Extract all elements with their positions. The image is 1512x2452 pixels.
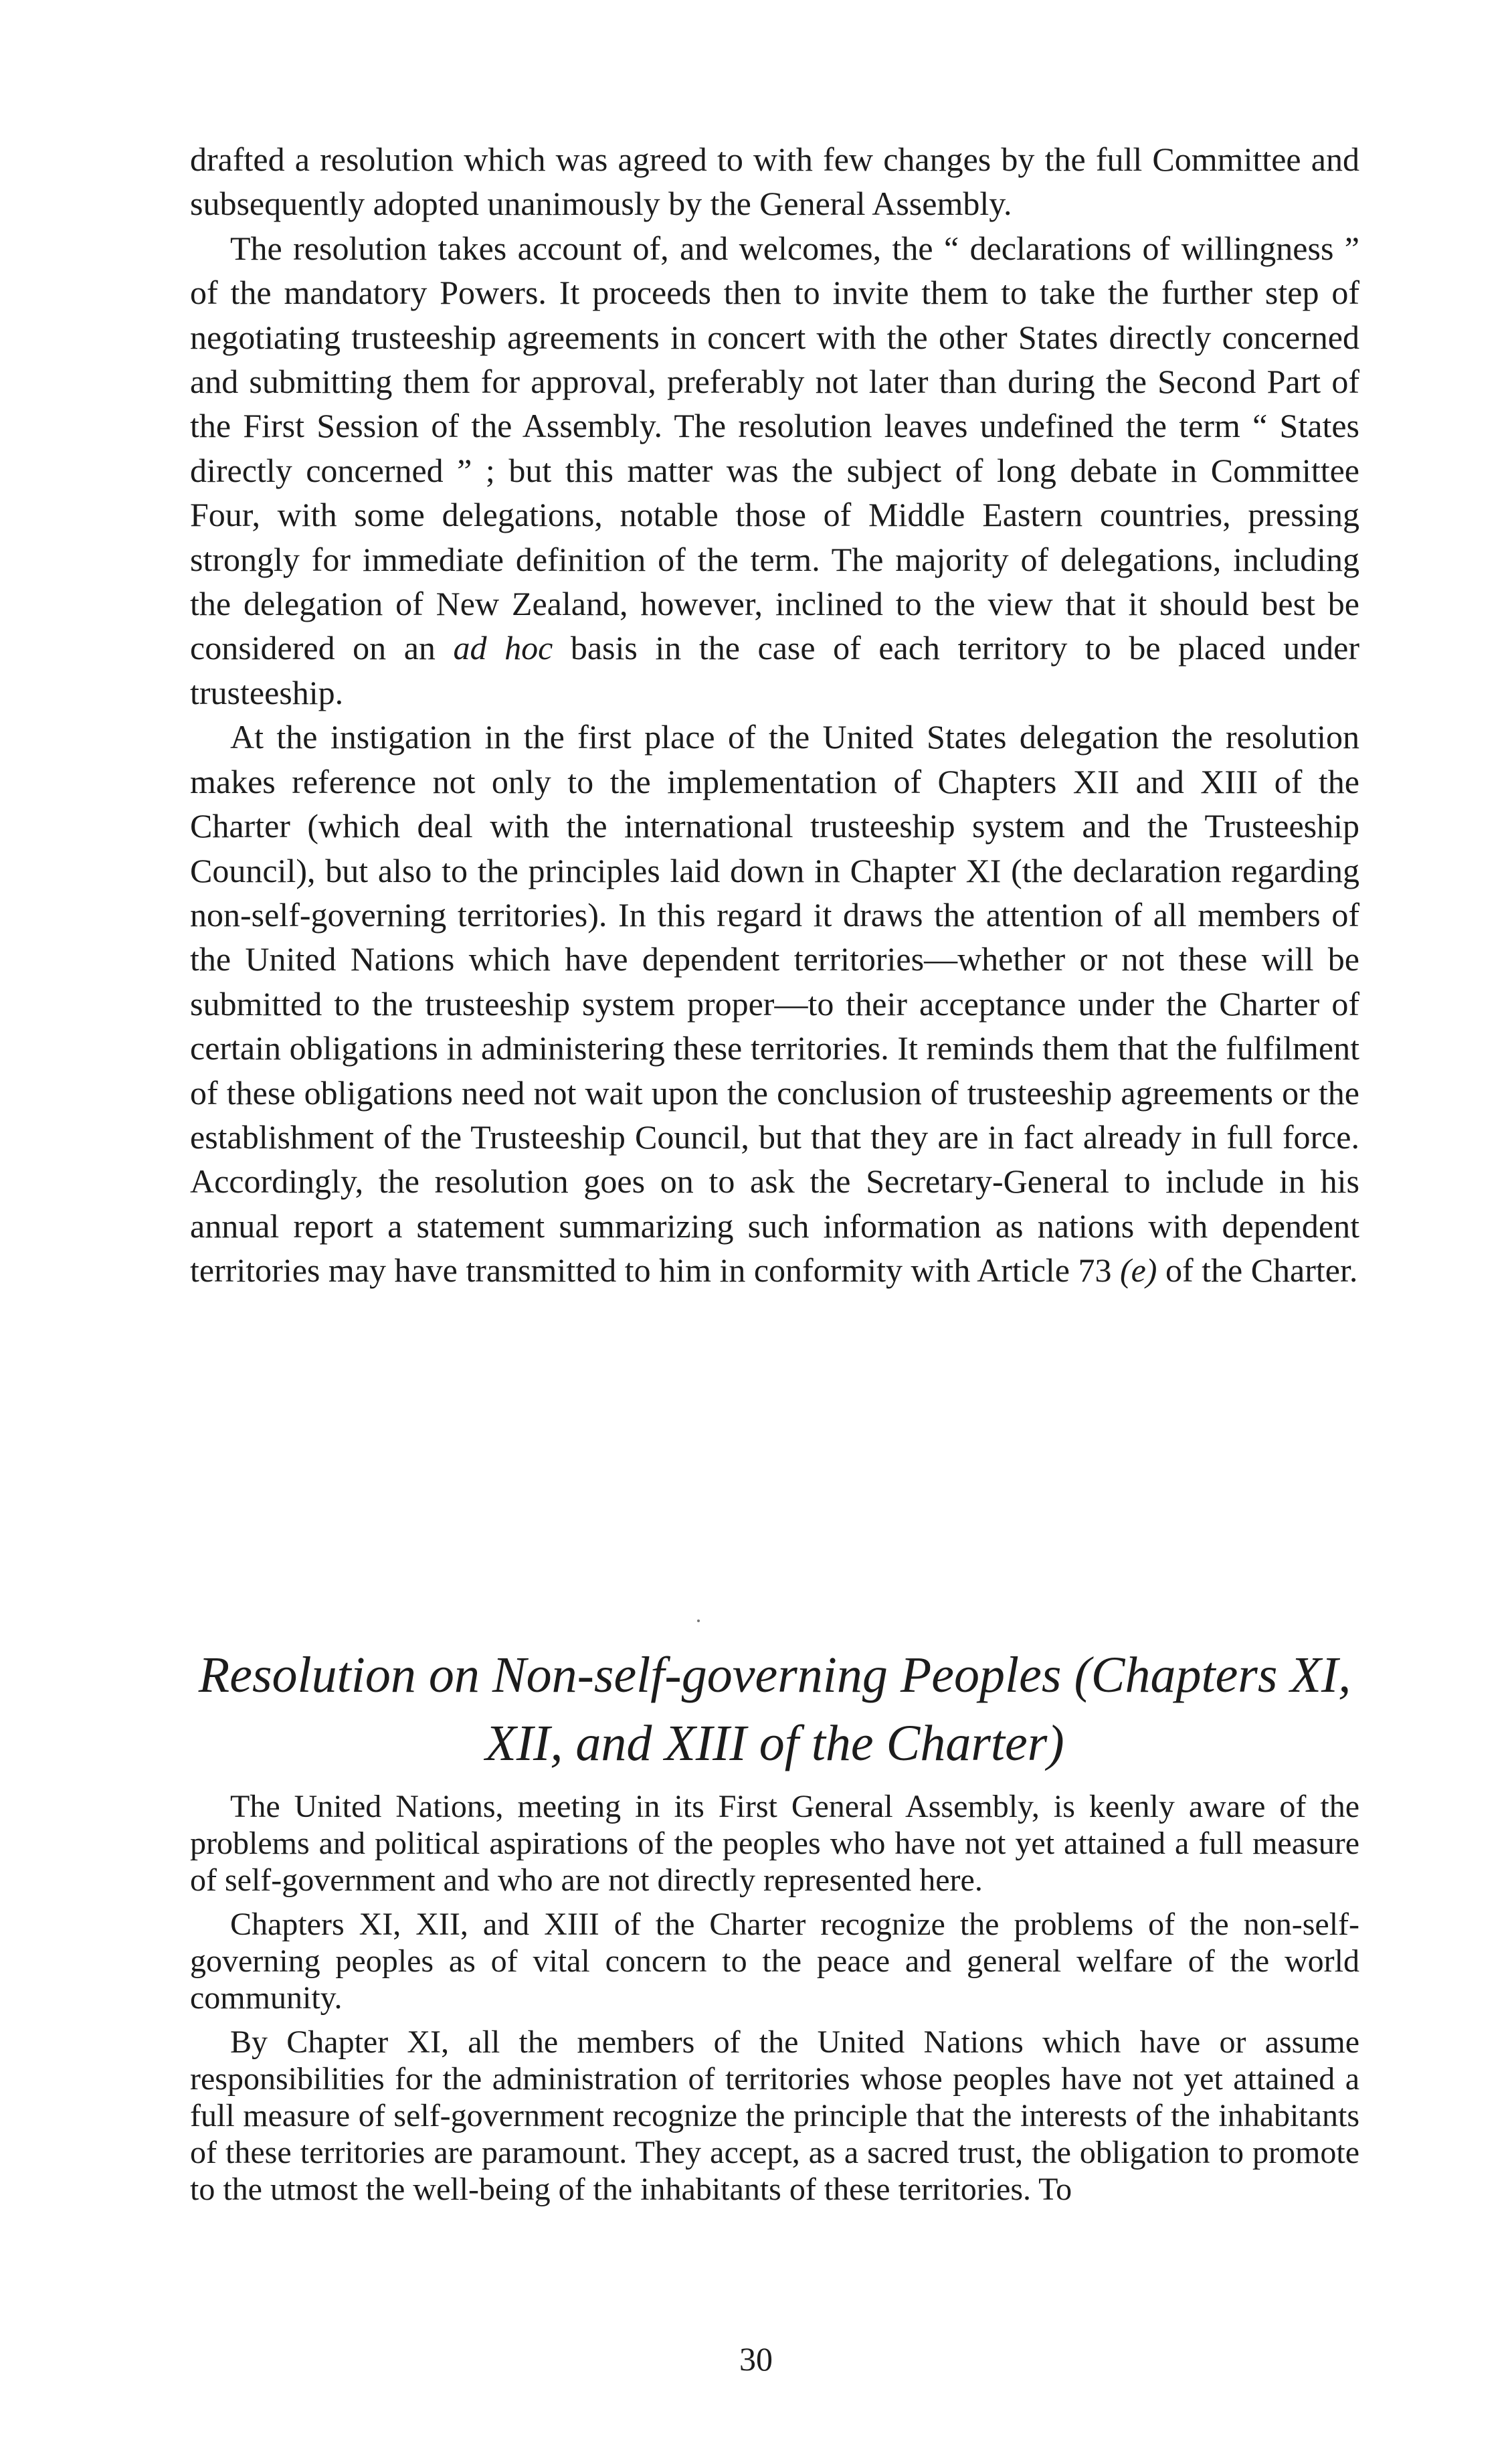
paragraph-text: Chapters XI, XII, and XIII of the Charter recognize the problems of the non-self-governing peoples as of vital concern to the peace and general welfare of the world community. [190,1907,1359,2016]
italic-phrase: ad hoc [453,629,553,667]
paragraph-text: The resolution takes account of, and welcomes, the “ declarations of willingness ” of the mandatory Powers. It proceeds then to invite them to take the further step of negotiating trusteeship agreements in concert with the other States directly concerned and submitting them for approval, preferably not later than during the Second Part of the First Session of the Assembly. The resolution leaves undefined the term “ States directly concerned ” ; but this matter was the subject of long debate in Committee Four, with some delegations, notable those of Middle Eastern countries, pressing strongly for immediate definition of the term. The majority of delegations, including the delegation of New Zealand, however, inclined to the view that it should best be considered on an [190,229,1359,667]
paragraph-text: At the instigation in the first place of the United States delegation the resolution makes reference not only to the implementation of Chapters XII and XIII of the Charter (which deal with the international trusteeship system and the Trusteeship Council), but also to the principles laid down in Chapter XI (the declaration regarding non-self-governing territories). In this regard it draws the attention of all members of the United Nations which have dependent territories—whether or not these will be submitted to the trusteeship system proper—to their acceptance under the Charter of certain obligations in administering these territories. It reminds them that the fulfilment of these obligations need not wait upon the conclusion of trusteeship agreements or the establishment of the Trusteeship Council, but that they are in fact already in full force. Accordingly, the resolution goes on to ask the Secretary-General to include in his annual report a statement summarizing such information as nations with dependent territories may have transmitted to him in conformity with Article 73 [190,718,1359,1290]
paragraph-text-end: of the Charter. [1165,1251,1358,1290]
commentary-text [190,137,1359,1293]
page-number: 30 [739,2340,773,2378]
resolution-text [190,1788,1359,2208]
paragraph-chapter-xi [190,2024,1359,2208]
paragraph-us-instigation [190,715,1359,1292]
heading-line-1: Resolution on Non-self-governing Peoples (Chapters XI, [198,1647,1351,1703]
paragraph-text: By Chapter XI, all the members of the United Nations which have or assume responsibilities for the administration of territories whose peoples have not yet attained a full measure of self-government recognize the principle that the interests of the inhabitants of these territories are paramount. They accept, as a sacred trust, the obligation to promote to the utmost the well-being of the inhabitants of these territories. To [190,2024,1359,2207]
paragraph-continued [190,137,1359,226]
heading-line-2: XII, and XIII of the Charter) [485,1715,1064,1771]
paragraph-text-end: basis in the case of each territory to be placed under trusteeship. [190,629,1360,711]
paragraph-resolution-welcomes [190,226,1359,715]
paragraph-text: The United Nations, meeting in its First General Assembly, is keenly aware of the problems and political aspirations of the peoples who have not yet attained a full measure of self-government and who are not directly represented here. [190,1789,1359,1898]
section-heading [190,1641,1359,1777]
paragraph-united-nations-aware [190,1788,1359,1899]
print-speck [697,1619,700,1622]
paragraph-text: drafted a resolution which was agreed to with few changes by the full Committee and subsequently adopted unanimously by the General Assembly. [190,141,1359,223]
italic-reference: (e) [1119,1251,1157,1290]
paragraph-chapters-recognize [190,1906,1359,2016]
